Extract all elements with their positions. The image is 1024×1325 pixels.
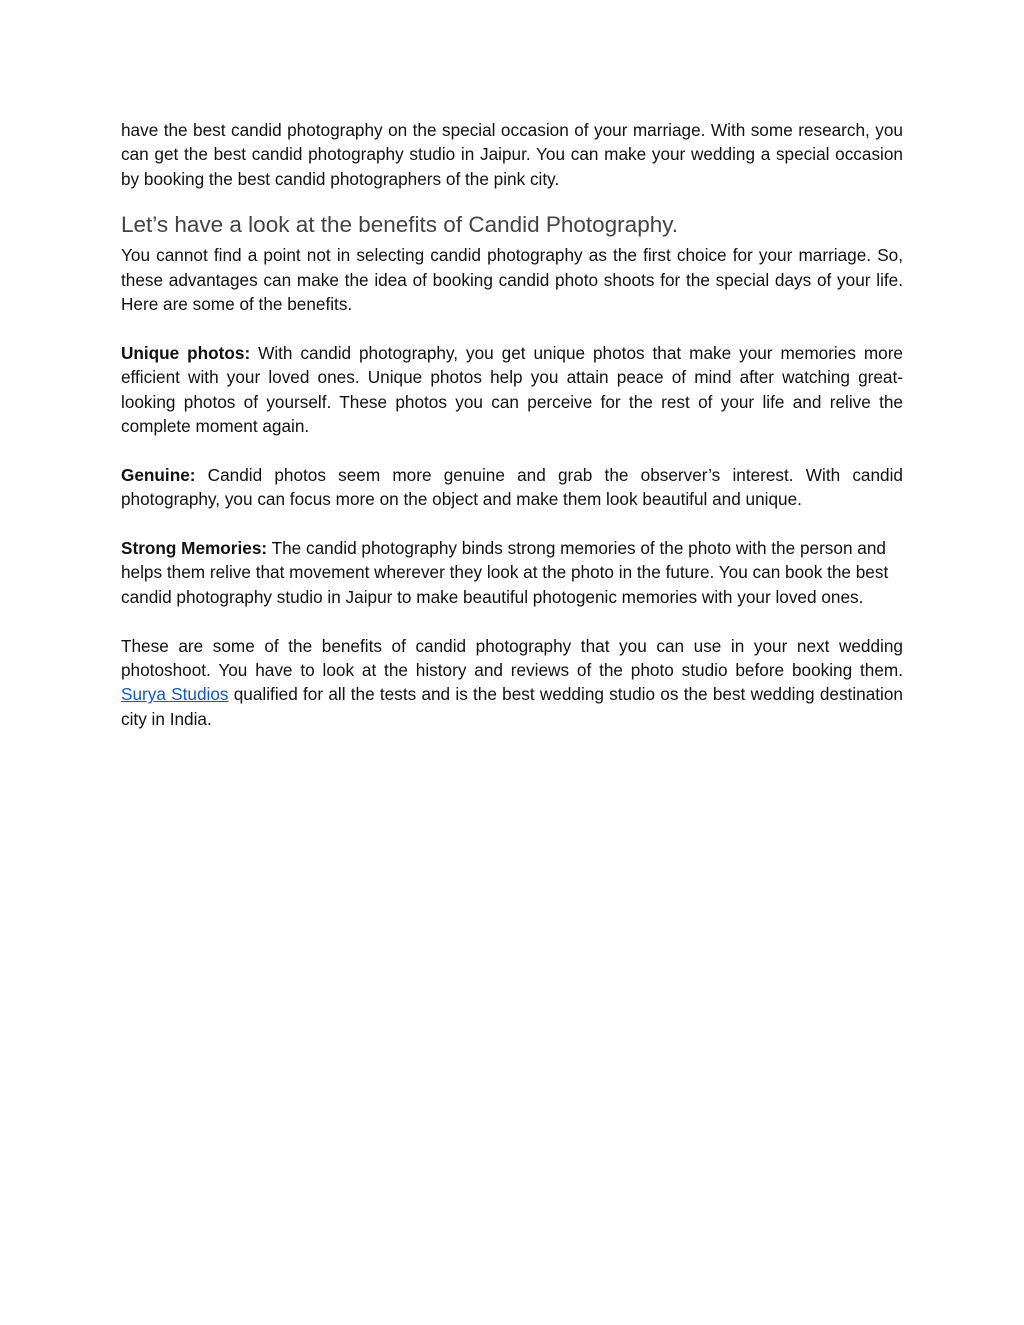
conclusion-text-after-link: qualified for all the tests and is the best wedding studio os the best wedding destination city in India. — [121, 684, 903, 729]
conclusion-text-before-link: These are some of the benefits of candid photography that you can use in your next wedding photoshoot. You have to look at the history and reviews of the photo studio before booking them. — [121, 635, 903, 681]
benefit-label: Strong Memories: — [121, 538, 268, 559]
benefit-label: Genuine: — [121, 464, 196, 485]
conclusion-paragraph — [121, 634, 903, 732]
document-page — [121, 118, 903, 731]
surya-studios-link[interactable]: Surya Studios — [121, 684, 229, 705]
lead-paragraph: You cannot find a point not in selecting candid photography as the first choice for your marriage. So, these advantages can make the idea of booking candid photo shoots for the special days of your life. Here are some of the benefits. — [121, 245, 903, 315]
benefit-strong-memories — [121, 536, 903, 609]
benefit-text: Candid photos seem more genuine and grab the observer’s interest. With candid photography, you can focus more on the object and make them look beautiful and unique. — [121, 464, 903, 510]
benefit-text: The candid photography binds strong memories of the photo with the person and helps them relive that movement wherever they look at the photo in the future. You can book the best candid photography studio in Jaipur to make beautiful photogenic memories with your loved ones. — [121, 538, 889, 607]
benefit-genuine — [121, 463, 903, 512]
intro-paragraph: have the best candid photography on the special occasion of your marriage. With some research, you can get the best candid photography studio in Jaipur. You can make your wedding a special occasion by booking the best candid photographers of the pink city. — [121, 120, 903, 189]
section-heading: Let’s have a look at the benefits of Candid Photography. — [121, 212, 679, 238]
benefit-text: With candid photography, you get unique photos that make your memories more efficient with your loved ones. Unique photos help you attain peace of mind after watching great-looking photos of yourself. These photos you can perceive for the rest of your life and relive the complete moment again. — [121, 342, 903, 437]
benefit-label: Unique photos: — [121, 342, 251, 363]
benefit-unique-photos — [121, 341, 903, 439]
